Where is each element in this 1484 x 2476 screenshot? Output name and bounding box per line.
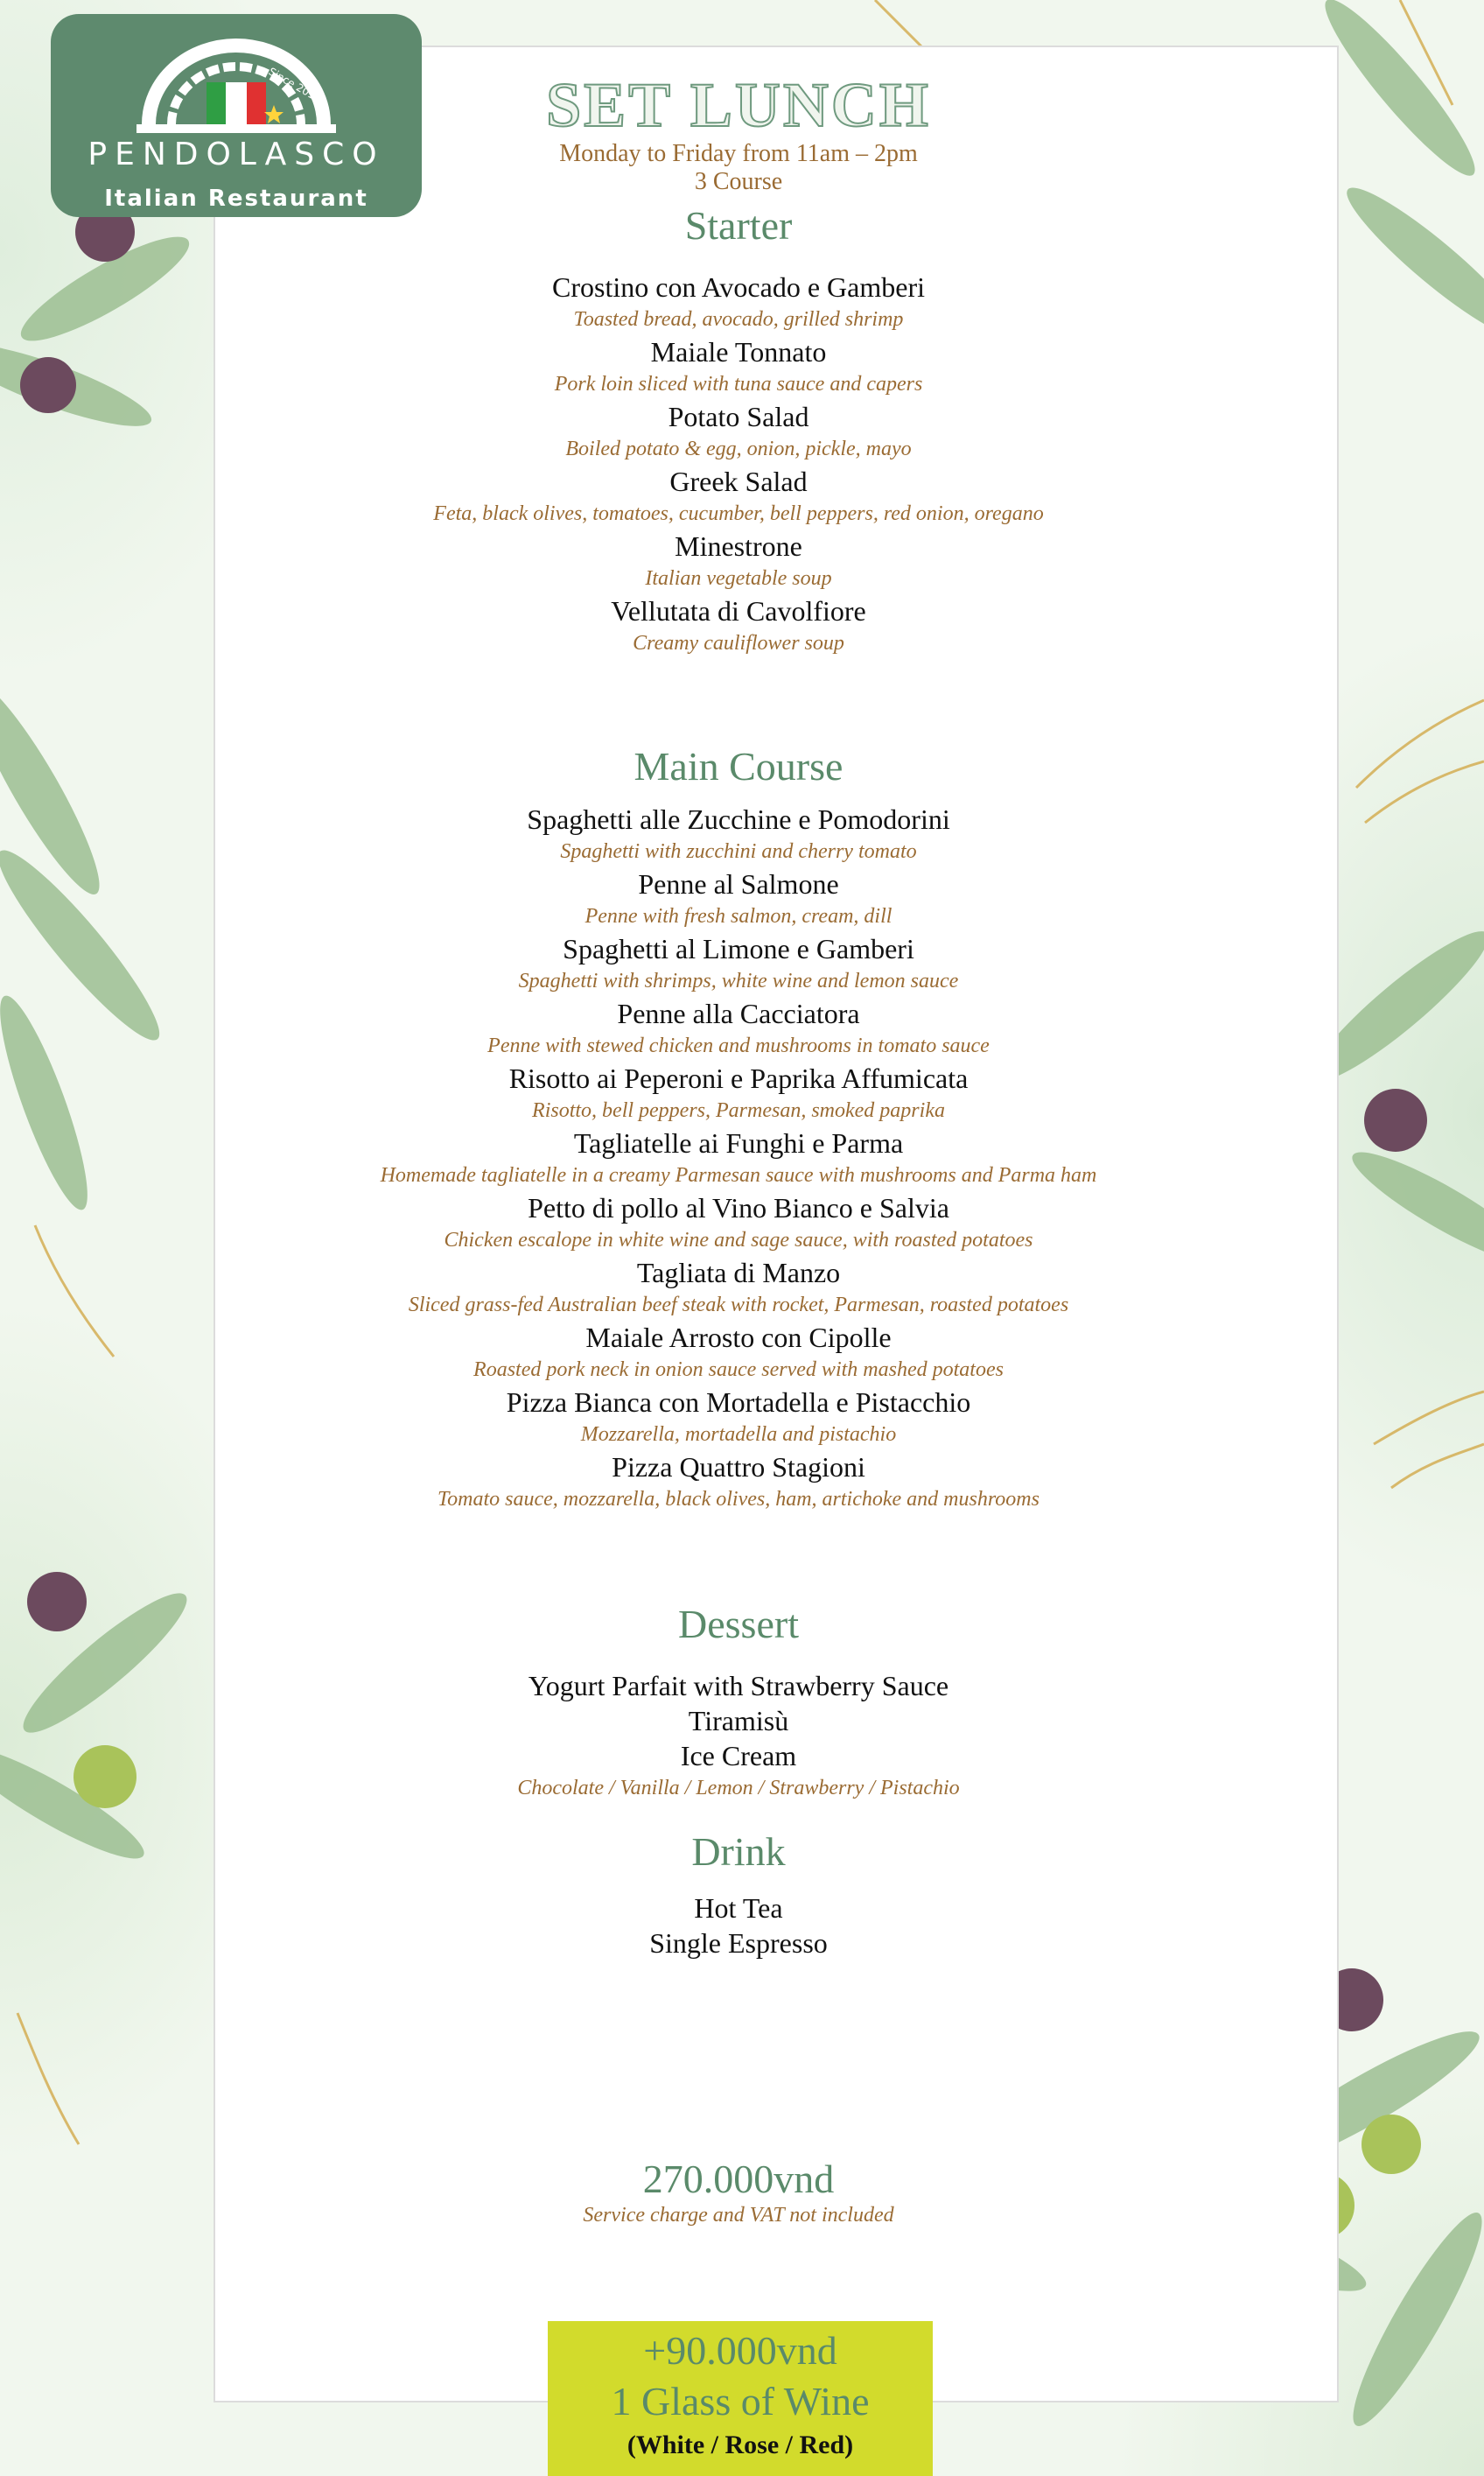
dish-description: Pork loin sliced with tuna sauce and capers bbox=[554, 373, 923, 396]
wine-addon-price: +90.000vnd bbox=[643, 2328, 837, 2373]
dish-name: Single Espresso bbox=[649, 1927, 828, 1959]
price-note: Service charge and VAT not included bbox=[583, 2204, 894, 2227]
wine-addon-types: (White / Rose / Red) bbox=[626, 2430, 854, 2459]
drink-list bbox=[214, 1890, 1264, 1960]
dish-name: Risotto ai Peperoni e Paprika Affumicata bbox=[508, 1063, 969, 1094]
dish-name: Penne al Salmone bbox=[638, 868, 839, 900]
section-heading-dessert: Dessert bbox=[678, 1602, 799, 1646]
menu-content bbox=[214, 70, 1264, 2228]
restaurant-subtitle: Italian Restaurant bbox=[104, 186, 368, 212]
dish-description: Feta, black olives, tomatoes, cucumber, bell peppers, red onion, oregano bbox=[433, 502, 1044, 525]
dish-description: Boiled potato & egg, onion, pickle, mayo bbox=[565, 438, 912, 460]
menu-courses: 3 Course bbox=[694, 168, 783, 195]
wine-addon-label: 1 Glass of Wine bbox=[611, 2379, 870, 2423]
dish-description: Spaghetti with shrimps, white wine and lemon sauce bbox=[518, 970, 959, 993]
dish-name: Yogurt Parfait with Strawberry Sauce bbox=[528, 1670, 949, 1701]
dish-name: Ice Cream bbox=[680, 1740, 797, 1771]
menu-hours: Monday to Friday from 11am – 2pm bbox=[559, 140, 918, 167]
main-course-list bbox=[214, 802, 1264, 1514]
restaurant-name: PENDOLASCO bbox=[88, 137, 385, 172]
since-text: Since 2016 bbox=[266, 65, 324, 106]
dish-description: Spaghetti with zucchini and cherry tomato bbox=[560, 840, 917, 863]
dish-description: Mozzarella, mortadella and pistachio bbox=[580, 1423, 897, 1446]
dish-name: Crostino con Avocado e Gamberi bbox=[552, 271, 925, 303]
dish-name: Hot Tea bbox=[694, 1892, 783, 1924]
dish-description: Tomato sauce, mozzarella, black olives, ham, artichoke and mushrooms bbox=[438, 1488, 1040, 1511]
dish-description: Toasted bread, avocado, grilled shrimp bbox=[573, 308, 904, 331]
dish-description: Penne with fresh salmon, cream, dill bbox=[584, 905, 892, 928]
dish-name: Petto di pollo al Vino Bianco e Salvia bbox=[528, 1192, 949, 1224]
section-heading-main-course: Main Course bbox=[634, 744, 844, 789]
dish-description: Creamy cauliflower soup bbox=[633, 632, 844, 655]
dish-name: Greek Salad bbox=[669, 466, 808, 497]
dish-name: Minestrone bbox=[675, 530, 802, 562]
dish-name: Spaghetti alle Zucchine e Pomodorini bbox=[527, 803, 950, 835]
dish-name: Potato Salad bbox=[668, 401, 809, 432]
dish-description: Sliced grass-fed Australian beef steak with rocket, Parmesan, roasted potatoes bbox=[408, 1294, 1069, 1316]
section-heading-drink: Drink bbox=[691, 1829, 786, 1874]
section-heading-starter: Starter bbox=[684, 203, 793, 248]
dish-description: Risotto, bell peppers, Parmesan, smoked paprika bbox=[532, 1099, 945, 1122]
wine-addon-box bbox=[548, 2321, 933, 2476]
dish-name: Spaghetti al Limone e Gamberi bbox=[563, 933, 914, 964]
dish-name: Tagliatelle ai Funghi e Parma bbox=[573, 1127, 904, 1159]
dish-name: Maiale Tonnato bbox=[650, 336, 827, 368]
menu-title: SET LUNCH bbox=[546, 70, 931, 140]
dish-description: Chicken escalope in white wine and sage sauce, with roasted potatoes bbox=[444, 1229, 1033, 1252]
starter-list bbox=[214, 270, 1264, 658]
dish-name: Tiramisù bbox=[688, 1705, 789, 1736]
dessert-list bbox=[214, 1668, 1264, 1803]
dish-description: Roasted pork neck in onion sauce served with mashed potatoes bbox=[473, 1358, 1004, 1381]
dish-description: Penne with stewed chicken and mushrooms in tomato sauce bbox=[487, 1035, 990, 1057]
dish-name: Vellutata di Cavolfiore bbox=[611, 595, 866, 627]
dish-name: Pizza Quattro Stagioni bbox=[612, 1451, 865, 1483]
dish-description: Homemade tagliatelle in a creamy Parmesan sauce with mushrooms and Parma ham bbox=[380, 1164, 1097, 1187]
dish-name: Tagliata di Manzo bbox=[636, 1257, 841, 1288]
ice-cream-flavors: Chocolate / Vanilla / Lemon / Strawberry / Pistachio bbox=[517, 1777, 960, 1799]
dish-name: Pizza Bianca con Mortadella e Pistacchio bbox=[506, 1386, 971, 1418]
dish-description: Italian vegetable soup bbox=[645, 567, 832, 590]
dish-name: Penne alla Cacciatora bbox=[617, 998, 860, 1029]
set-price: 270.000vnd bbox=[642, 2157, 835, 2201]
dish-name: Maiale Arrosto con Cipolle bbox=[585, 1322, 892, 1353]
